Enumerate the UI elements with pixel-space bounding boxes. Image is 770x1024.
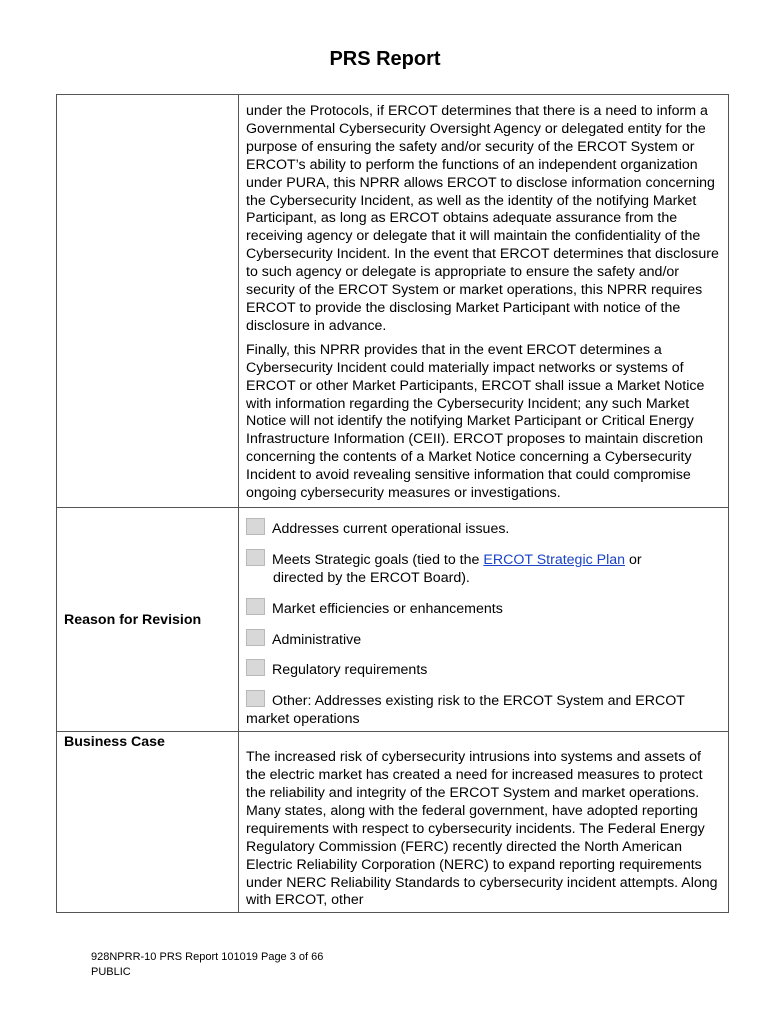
- paragraph: The increased risk of cybersecurity intrusions into systems and assets of the electric market has created a need for increased measures to protect the reliability and integrity of the ERCOT System and market operations. Many states, along with the federal government, have adopted reporting requirements with respect to cybersecurity incidents. The Federal Energy Regulatory Commission (FERC) recently directed the North American Electric Reliability Corporation (NERC) to expand reporting requirements under NERC Reliability Standards to cybersecurity incident attempts. Along with ERCOT, other: [246, 749, 718, 909]
- checkbox[interactable]: [246, 659, 265, 676]
- reason-option-label: Addresses current operational issues.: [272, 520, 510, 537]
- paragraph: under the Protocols, if ERCOT determines that there is a need to inform a Governmental Cybersecurity Oversight Agency or delegated entity for the purpose of ensuring the safety and/or security of the ERCOT System or ERCOT’s ability to perform the functions of an independent organization under PURA, this NPRR allows ERCOT to disclose information concerning the Cybersecurity Incident, as well as the identity of the notifying Market Participant, as long as ERCOT obtains adequate assurance from the receiving agency or delegate that it will maintain the confidentiality of the Cybersecurity Incident. In the event that ERCOT determines that disclosure to such agency or delegate is appropriate to ensure the safety and/or security of the ERCOT System or market operations, this NPRR requires ERCOT to provide the disclosing Market Participant with notice of the disclosure in advance.: [246, 103, 719, 334]
- reason-option-label: Other: Addresses existing risk to the ERCOT System and ERCOT: [272, 693, 685, 710]
- reason-option-label: Regulatory requirements: [272, 662, 428, 679]
- reason-option: [246, 659, 720, 680]
- checkbox[interactable]: [246, 518, 265, 535]
- reason-options: [239, 507, 729, 731]
- table-row: [57, 95, 729, 508]
- prs-table: [56, 94, 729, 913]
- row-content-cell: [239, 95, 729, 508]
- checkbox[interactable]: [246, 598, 265, 615]
- checkbox[interactable]: [246, 549, 265, 566]
- footer-document-info: 928NPRR-10 PRS Report 101019 Page 3 of 66: [91, 951, 324, 963]
- reason-option: [246, 690, 720, 729]
- reason-option-label: Meets Strategic goals (tied to the: [272, 551, 484, 568]
- reason-option: [246, 598, 720, 619]
- business-case-label: Business Case: [64, 734, 165, 751]
- business-case-content: [239, 732, 729, 913]
- table-row: [57, 507, 729, 731]
- table-row: [57, 732, 729, 913]
- reason-option-label: Market efficiencies or enhancements: [272, 600, 503, 617]
- reason-option: [246, 629, 720, 650]
- paragraph: Finally, this NPRR provides that in the event ERCOT determines a Cybersecurity Incident could materially impact networks or systems of ERCOT or other Market Participants, ERCOT shall issue a Market Notice with information regarding the Cybersecurity Incident; any such Market Notice will not identify the notifying Market Participant or Critical Energy Infrastructure Information (CEII). ERCOT proposes to maintain discretion concerning the contents of a Market Notice concerning a Cybersecurity Incident to avoid revealing sensitive information that could compromise ongoing cybersecurity measures or investigations.: [246, 341, 705, 502]
- ercot-strategic-plan-link[interactable]: ERCOT Strategic Plan: [483, 551, 626, 568]
- checkbox[interactable]: [246, 690, 265, 707]
- checkbox[interactable]: [246, 629, 265, 646]
- page-footer: [91, 950, 323, 980]
- reason-option: [246, 518, 720, 539]
- page-title: PRS Report: [329, 48, 441, 70]
- reason-option-label: directed by the ERCOT Board).: [273, 569, 470, 586]
- row-label-cell: [57, 95, 239, 508]
- row-label-cell: [57, 507, 239, 731]
- reason-option-label: market operations: [246, 711, 360, 728]
- reason-option-label: Administrative: [272, 631, 362, 648]
- reason-option-label: or: [625, 551, 642, 568]
- reason-option: [246, 549, 720, 588]
- footer-classification: PUBLIC: [91, 966, 131, 978]
- row-label-cell: [57, 732, 239, 913]
- reason-for-revision-label: Reason for Revision: [64, 611, 202, 628]
